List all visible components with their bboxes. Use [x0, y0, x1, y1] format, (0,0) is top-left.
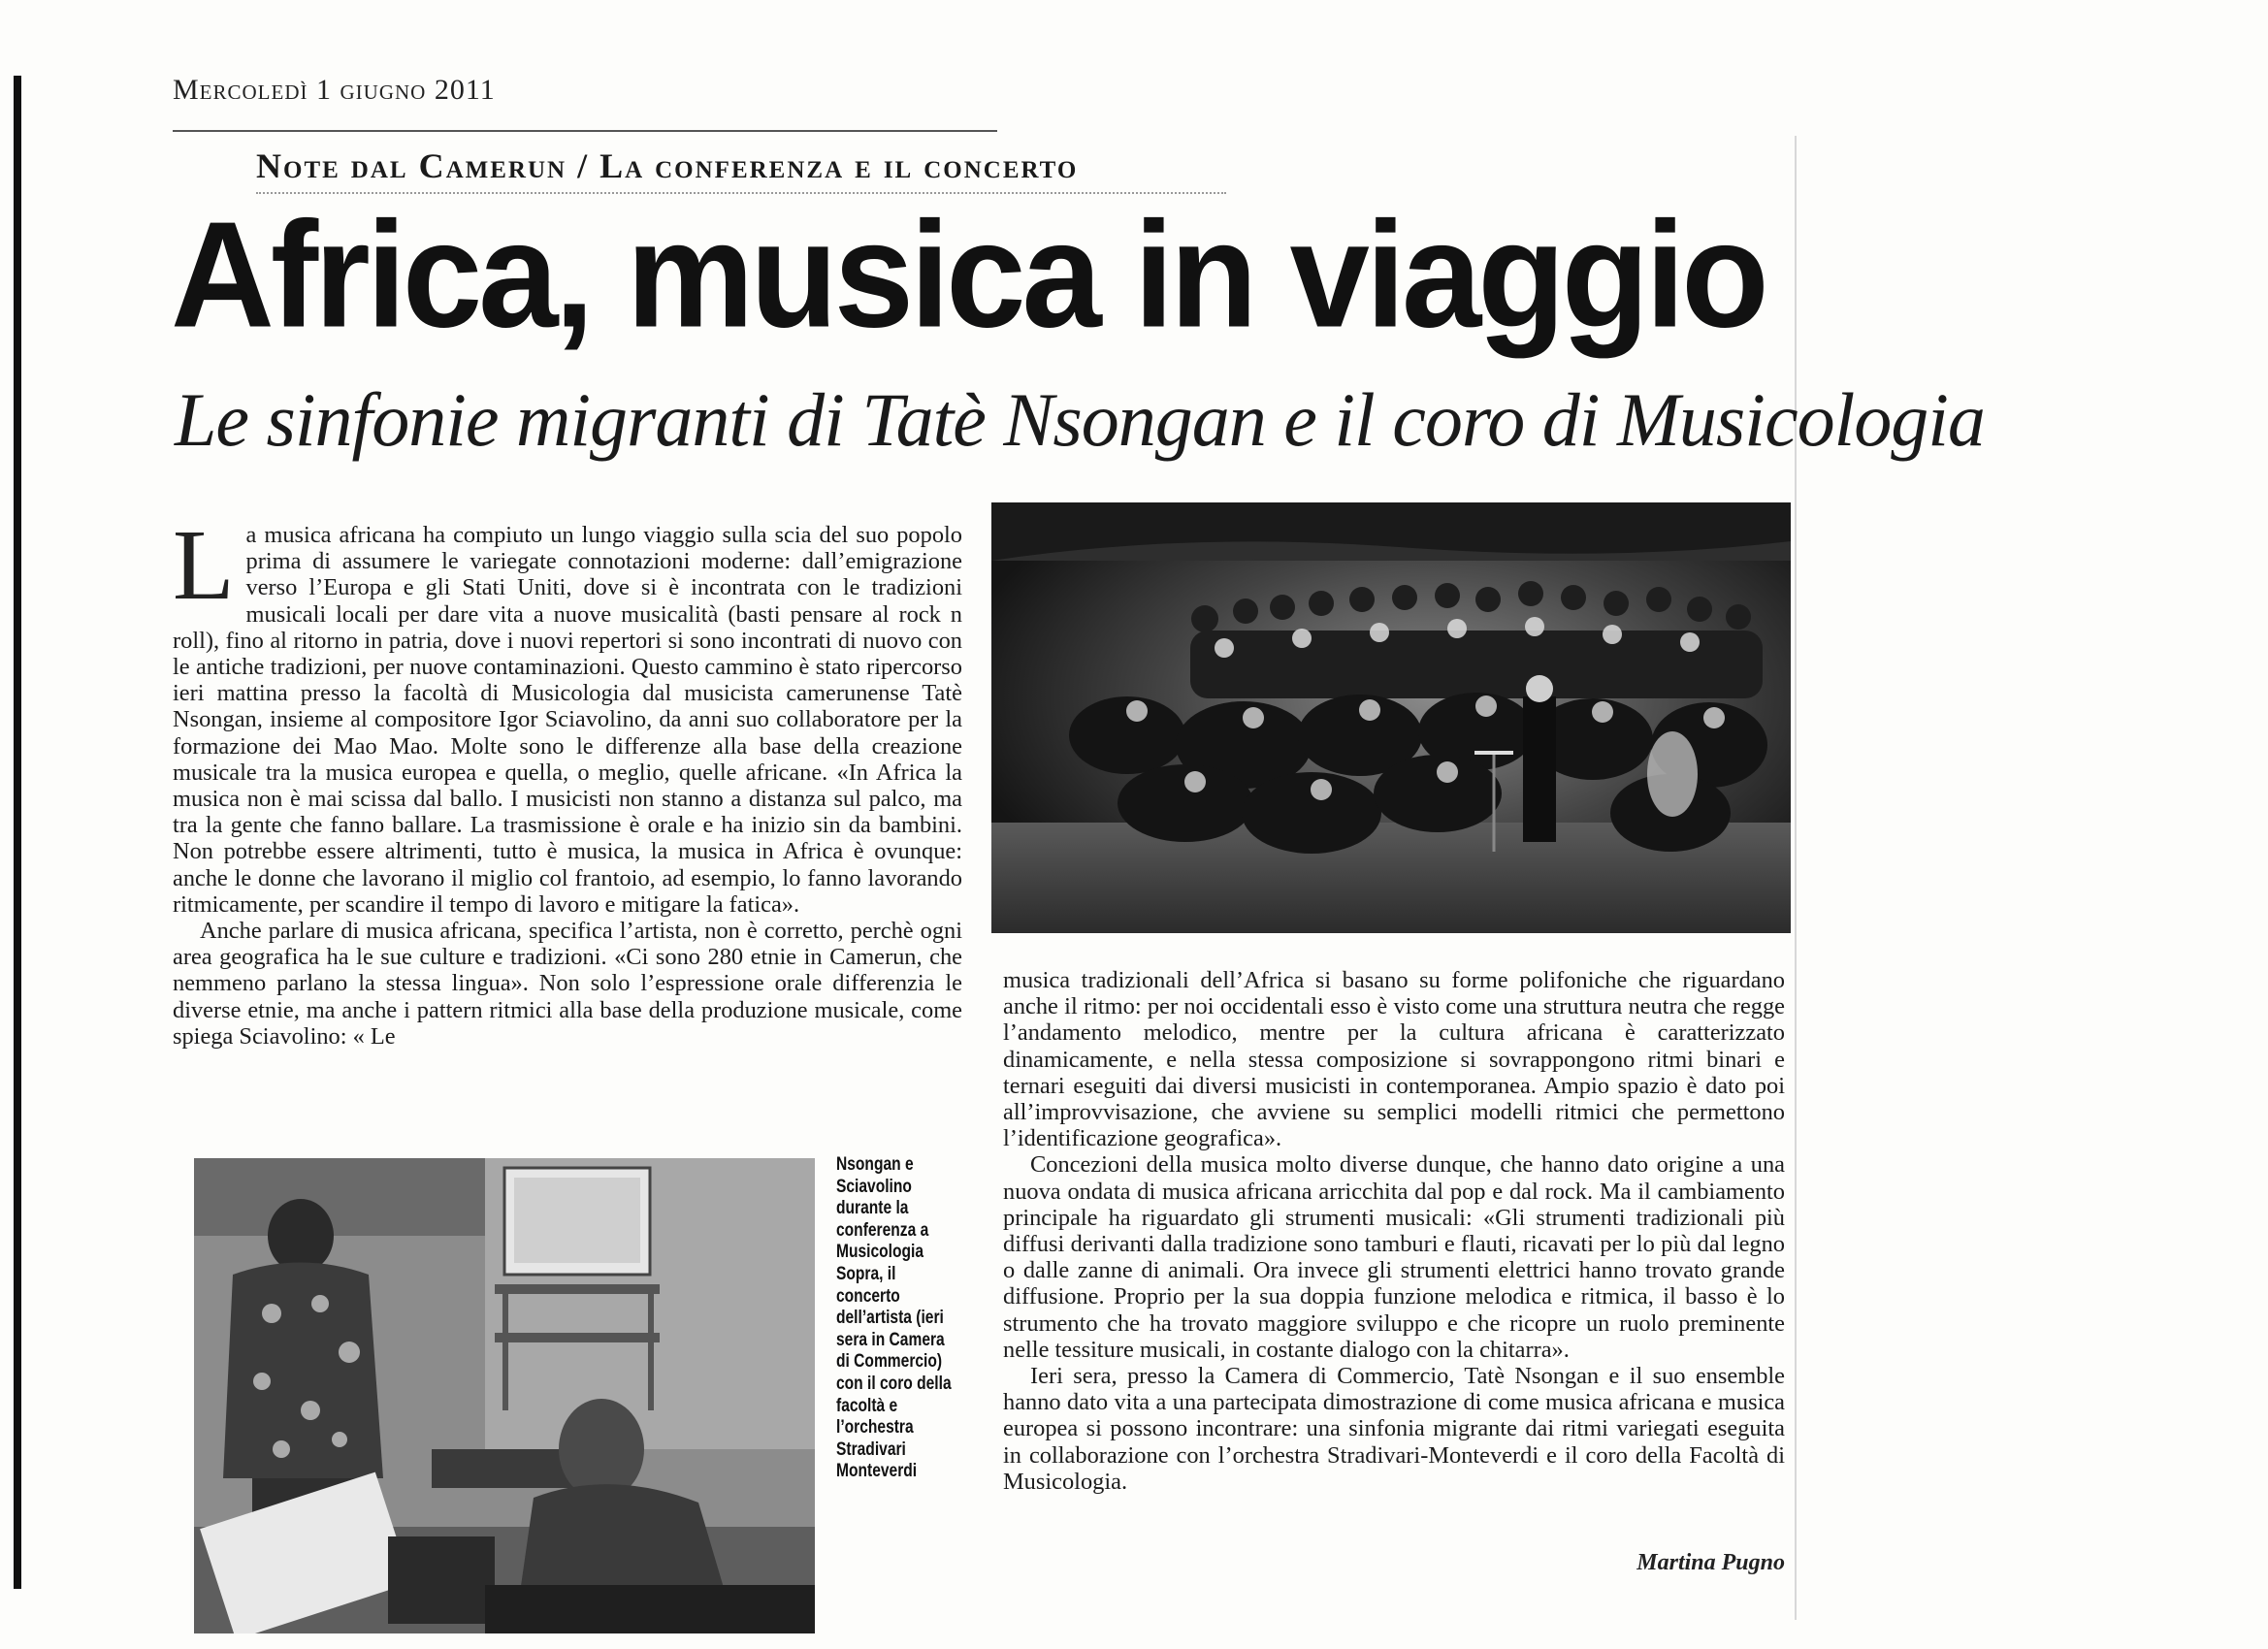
article-column-left: [173, 509, 962, 1050]
top-rule: [173, 130, 997, 132]
dateline: Mercoledì 1 giugno 2011: [173, 74, 496, 106]
drop-cap: L: [173, 509, 235, 621]
article-paragraph: Ieri sera, presso la Camera di Commercio, Tatè Nsongan e il suo ensemble hanno dato vita a una partecipata dimostrazione di come musica africana e musica europea si possono incontrare: una sinfonia migrante dai ritmi variegati eseguita in collaborazione con l’orchestra Stradivari-Monteverdi e il coro della Facoltà di Musicologia.: [1003, 1363, 1785, 1495]
paragraph-text: a musica africana ha compiuto un lungo viaggio sulla scia del suo popolo prima di assumere le variegate connotazioni moderne: dall’emigrazione verso l’Europa e gli Stati Uniti, dove si è incontrata con le tradizioni musicali locali per dare vita a nuove musicalità (basti pensare al rock n roll), fino al ritorno in patria, dove i nuovi repertori si sono incontrati di nuovo con le antiche tradizioni, per nuove contaminazioni. Questo cammino è stato ripercorso ieri mattina presso la facoltà di Musicologia dal musicista camerunense Tatè Nsongan, insieme al compositore Igor Sciavolino, da anni suo collaboratore per la formazione dei Mao Mao. Molte sono le differenze alla base della creazione musicale tra la musica europea e quella, o meglio, quelle africane. «In Africa la musica non è mai scissa dal ballo. I musicisti non stanno a distanza sul palco, ma tra la gente che fanno ballare. La trasmissione è orale e ha inizio sin da bambini. Non potrebbe essere altrimenti, tutto è musica, la musica in Africa è ovunque: anche le donne che lavorano il miglio col frantoio, ad esempio, lo fanno lavorando ritmicamente, per scandire il tempo di lavoro e mitigare la fatica».: [173, 522, 962, 918]
article-paragraph: Anche parlare di musica africana, specifica l’artista, non è corretto, perchè ogni area geografica ha le sue culture e tradizioni. «Ci sono 280 etnie in Camerun, che nemmeno parlano la stessa lingua». Non solo l’espressione orale differenzia le diverse etnie, ma anche i pattern ritmici alla base della produzione musicale, come spiega Sciavolino: « Le: [173, 918, 962, 1050]
kicker: Note dal Camerun / La conferenza e il concerto: [256, 146, 1079, 185]
article-paragraph: [173, 509, 962, 918]
scan-edge-right: [1795, 136, 1797, 1620]
conference-photo: [194, 1158, 815, 1633]
conference-photo-image: [194, 1158, 815, 1633]
orchestra-photo-image: [991, 502, 1791, 933]
article-paragraph: musica tradizionali dell’Africa si basano su forme polifoniche che riguardano anche il ritmo: per noi occidentali esso è visto come una struttura neutra che regge l’andamento melodico, mentre per la cultura africana è caratterizzato dinamicamente, e nella stessa composizione si sovrappongono ritmi binari e ternari eseguiti dai diversi musicisti in contemporanea. Ampio spazio è dato poi all’improvvisazione, che avviene su semplici modelli ritmici che permettono l’identificazione geografica».: [1003, 967, 1785, 1152]
scan-edge-left: [14, 76, 21, 1589]
photo-caption: Nsongan e Sciavolino durante la conferenza a Musicologia Sopra, il concerto dell’artista (ieri sera in Camera di Commercio) con il coro della facoltà e l’orchestra Stradivari Monteverdi: [836, 1154, 952, 1482]
article-column-right: [1003, 967, 1785, 1495]
byline: Martina Pugno: [1636, 1550, 1785, 1575]
article-paragraph: Concezioni della musica molto diverse dunque, che hanno dato origine a una nuova ondata di musica africana arricchita dal pop e dal rock. Ma il cambiamento principale ha riguardato gli strumenti musicali: «Gli strumenti tradizionali più diffusi derivanti dalla tradizione sono tamburi e flauti, ricavati per lo più dal legno o dalle zanne di animali. Ora invece gli strumenti elettrici hanno trovato grande diffusione. Proprio per la sua doppia funzione melodica e ritmica, il basso è lo strumento che ha trovato maggiore sviluppo e che ricopre un ruolo preminente nelle tessiture musicali, in costante dialogo con la chitarra».: [1003, 1151, 1785, 1363]
headline: Africa, musica in viaggio: [171, 190, 1766, 360]
subheadline: Le sinfonie migranti di Tatè Nsongan e il coro di Musicologia: [175, 377, 1985, 462]
orchestra-photo: [991, 502, 1791, 933]
